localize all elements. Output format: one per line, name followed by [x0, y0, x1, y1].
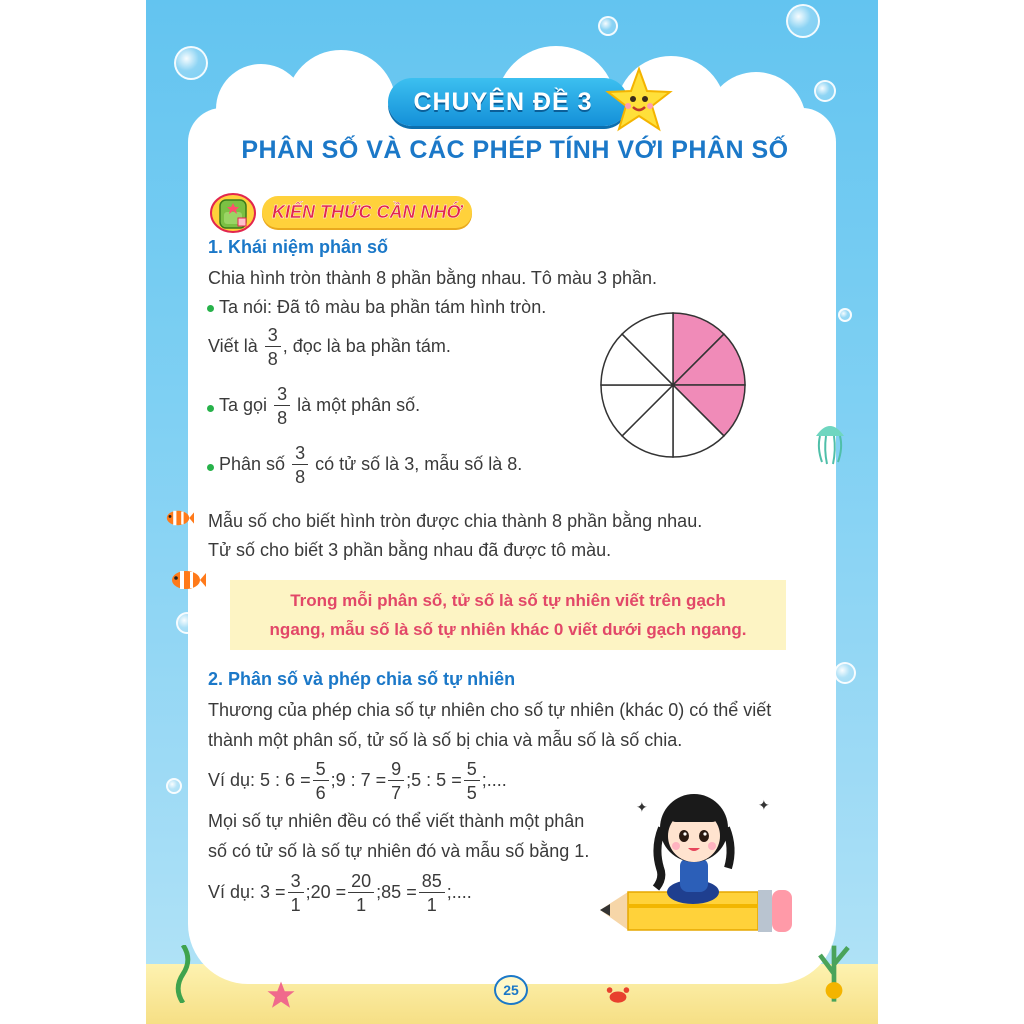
example-2 — [208, 872, 472, 914]
pie-diagram — [598, 310, 748, 460]
rule-note-box — [230, 580, 786, 650]
section-1-heading: 1. Khái niệm phân số — [208, 237, 389, 257]
s1-line-3-pre: Viết là — [208, 335, 258, 356]
fraction-denominator: 1 — [356, 895, 367, 915]
fraction — [313, 760, 329, 802]
fraction-3-8 — [292, 444, 308, 486]
fraction-denominator: 1 — [290, 895, 301, 915]
example-label: Ví dụ: — [208, 769, 256, 790]
expr-part: 5 : 6 = — [260, 769, 311, 790]
fraction-denominator: 5 — [466, 783, 477, 803]
s1-line-5 — [219, 444, 522, 486]
fraction-numerator: 5 — [313, 760, 329, 781]
s2-line-2: thành một phân số, tử số là số bị chia và mẫu số là số chia. — [208, 730, 683, 750]
coral-icon — [806, 934, 862, 1004]
girl-on-pencil-illustration — [598, 780, 798, 940]
chapter-banner — [388, 78, 628, 126]
s2-line-3: Mọi số tự nhiên đều có thể viết thành một phân — [208, 811, 585, 831]
expr-part: ;85 = — [376, 881, 417, 902]
bubble — [834, 662, 856, 684]
s1-line-5-post: có tử số là 3, mẫu số là 8. — [315, 453, 523, 474]
clownfish-icon — [162, 508, 194, 528]
bullet-dot — [207, 305, 214, 312]
example-1 — [208, 760, 507, 802]
fraction-3-8 — [274, 385, 290, 427]
expr-part: ;9 : 7 = — [330, 769, 387, 790]
jellyfish-icon — [810, 416, 850, 466]
bubble — [786, 4, 820, 38]
section-2-heading: 2. Phân số và phép chia số tự nhiên — [208, 669, 516, 689]
fraction-numerator: 9 — [388, 760, 404, 781]
backpack-icon — [208, 188, 258, 234]
bubble — [838, 308, 852, 322]
expr-part: 3 = — [260, 881, 286, 902]
fraction-denominator: 6 — [315, 783, 326, 803]
fraction-3-8 — [265, 326, 281, 368]
svg-text:✦: ✦ — [758, 798, 770, 814]
clownfish-icon — [166, 567, 206, 593]
fraction-numerator: 20 — [348, 872, 374, 893]
section-badge: KIẾN THỨC CẦN NHỚ — [262, 196, 472, 228]
s1-line-6: Mẫu số cho biết hình tròn được chia thành 8 phần bằng nhau. — [208, 511, 703, 531]
star-icon — [604, 66, 674, 136]
note-line-2: ngang, mẫu số là số tự nhiên khác 0 viết dưới gạch ngang. — [269, 620, 747, 639]
fraction-denominator: 1 — [426, 895, 437, 915]
s1-line-5-pre: Phân số — [219, 453, 286, 474]
expr-part: ;.... — [481, 769, 507, 790]
fraction-denominator: 8 — [267, 349, 278, 369]
chapter-label: CHUYÊN ĐỀ 3 — [413, 88, 593, 116]
fraction-numerator: 3 — [265, 326, 281, 347]
expr-part: ;5 : 5 = — [406, 769, 462, 790]
fraction-numerator: 5 — [464, 760, 480, 781]
s1-line-3 — [208, 326, 451, 368]
fraction — [288, 872, 304, 914]
seaweed-icon — [168, 945, 198, 1003]
s1-line-4-pre: Ta gọi — [219, 394, 268, 415]
fraction-numerator: 3 — [288, 872, 304, 893]
s1-line-3-post: , đọc là ba phần tám. — [282, 335, 451, 356]
fraction-denominator: 8 — [295, 467, 306, 487]
s2-line-4: số có tử số là số tự nhiên đó và mẫu số bằng 1. — [208, 841, 590, 861]
bullet-dot — [207, 405, 214, 412]
page-title: PHÂN SỐ VÀ CÁC PHÉP TÍNH VỚI PHÂN SỐ — [241, 136, 789, 164]
bubble — [166, 778, 182, 794]
expr-part: ;20 = — [305, 881, 347, 902]
fraction — [388, 760, 404, 802]
fraction-numerator: 3 — [292, 444, 308, 465]
fraction-denominator: 7 — [391, 783, 402, 803]
s2-line-1: Thương của phép chia số tự nhiên cho số tự nhiên (khác 0) có thể viết — [208, 700, 772, 720]
crab-icon — [604, 984, 632, 1006]
fraction-numerator: 85 — [419, 872, 445, 893]
bubble — [814, 80, 836, 102]
expr-part: ;.... — [446, 881, 472, 902]
example-label: Ví dụ: — [208, 881, 256, 902]
svg-text:✦: ✦ — [636, 800, 648, 816]
fraction — [419, 872, 445, 914]
fraction-numerator: 3 — [274, 385, 290, 406]
fraction-denominator: 8 — [277, 408, 288, 428]
bullet-dot — [207, 464, 214, 471]
s1-line-4 — [219, 385, 420, 427]
s1-line-4-post: là một phân số. — [297, 394, 421, 415]
starfish-icon — [266, 980, 296, 1010]
s1-line-2: Ta nói: Đã tô màu ba phần tám hình tròn. — [219, 297, 547, 317]
fraction — [348, 872, 374, 914]
note-line-1: Trong mỗi phân số, tử số là số tự nhiên viết trên gạch — [290, 591, 726, 610]
fraction — [464, 760, 480, 802]
bubble — [174, 46, 208, 80]
s1-line-7: Tử số cho biết 3 phần bằng nhau đã được tô màu. — [208, 540, 612, 560]
s1-line-1: Chia hình tròn thành 8 phần bằng nhau. Tô màu 3 phần. — [208, 268, 658, 288]
page-number: 25 — [494, 975, 528, 1005]
bubble — [598, 16, 618, 36]
